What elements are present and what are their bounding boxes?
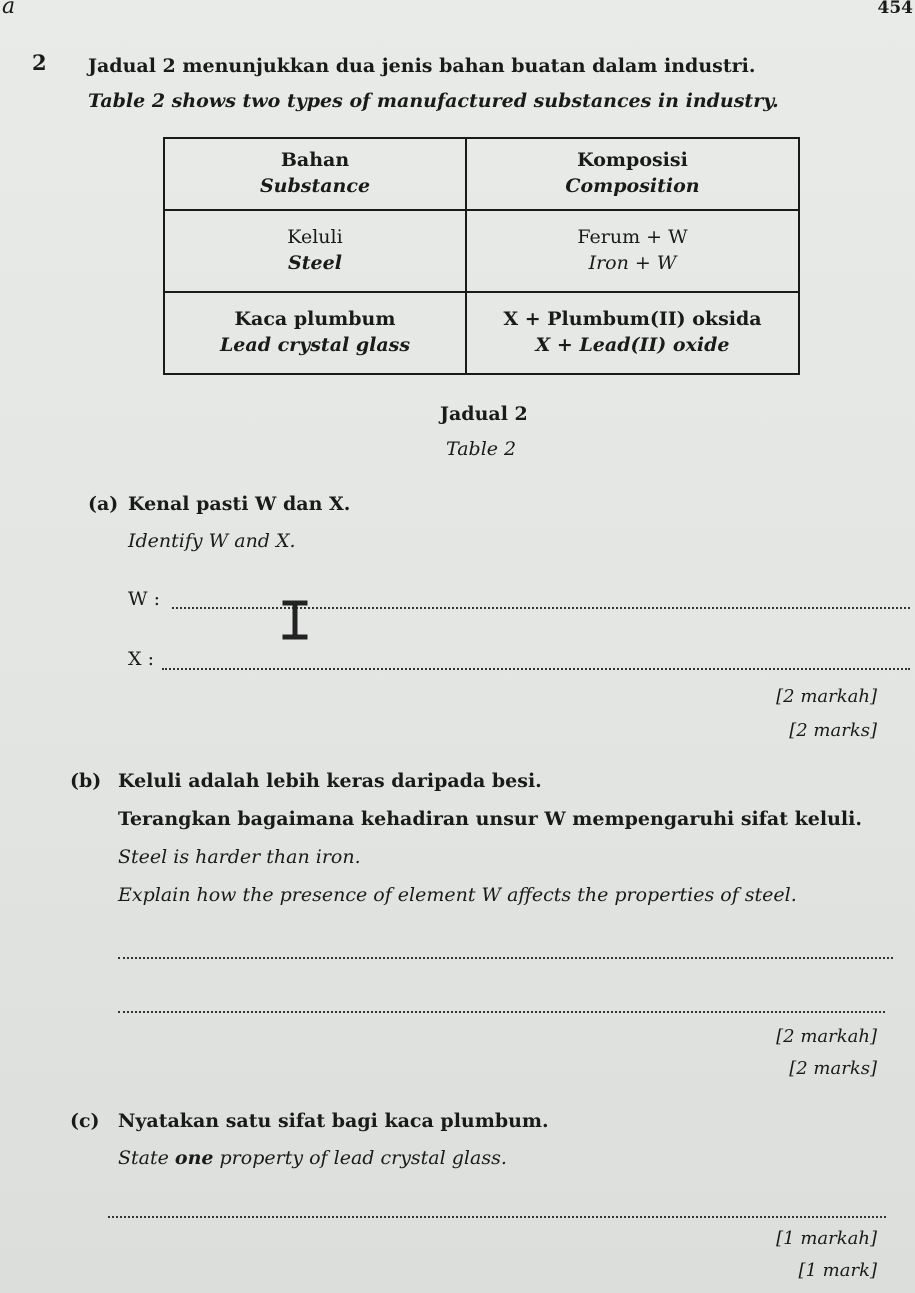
header-composition <box>466 138 799 210</box>
part-c-label: (c) <box>70 1110 100 1132</box>
part-c-text-english: State one property of lead crystal glass. <box>118 1147 507 1169</box>
part-b-line1-malay: Keluli adalah lebih keras daripada besi. <box>118 770 542 792</box>
text-cursor-icon <box>282 600 308 640</box>
substances-table <box>163 137 800 375</box>
part-a-text-english: Identify W and X. <box>128 530 296 552</box>
row-glass-composition <box>466 292 799 374</box>
steel-composition-english: Iron + W <box>588 252 677 274</box>
glass-name-malay: Kaca plumbum <box>234 308 396 331</box>
question-intro-malay: Jadual 2 menunjukkan dua jenis bahan buatan dalam industri. <box>88 55 756 77</box>
part-b-answer-line-2[interactable] <box>118 1011 885 1013</box>
glass-name-english: Lead crystal glass <box>219 334 411 356</box>
header-substance-english: Substance <box>259 175 371 197</box>
table-header-row <box>164 138 799 210</box>
table-caption-malay: Jadual 2 <box>440 403 528 425</box>
part-b-label: (b) <box>70 770 102 792</box>
part-a-marks-malay: [2 markah] <box>776 686 877 707</box>
part-b-marks-malay: [2 markah] <box>776 1026 877 1047</box>
question-number: 2 <box>32 50 47 75</box>
w-answer-label: W : <box>128 588 160 610</box>
x-answer-line[interactable] <box>162 668 910 670</box>
glass-composition-malay: X + Plumbum(II) oksida <box>503 308 762 331</box>
part-c-marks-malay: [1 markah] <box>776 1228 877 1249</box>
header-composition-english: Composition <box>565 175 700 197</box>
part-c-text-malay: Nyatakan satu sifat bagi kaca plumbum. <box>118 1110 549 1132</box>
x-answer-label: X : <box>128 648 154 670</box>
part-a-text-malay: Kenal pasti W dan X. <box>128 493 351 515</box>
part-b-line1-english: Steel is harder than iron. <box>118 846 361 868</box>
part-a-marks-english: [2 marks] <box>789 720 877 741</box>
part-b-answer-line-1[interactable] <box>118 957 893 959</box>
glass-composition-english: X + Lead(II) oxide <box>535 334 730 356</box>
page-corner-letter: a <box>2 0 16 19</box>
header-substance-malay: Bahan <box>280 149 350 172</box>
row-glass-name <box>164 292 466 374</box>
page-number: 454 <box>877 0 913 18</box>
header-substance <box>164 138 466 210</box>
part-b-marks-english: [2 marks] <box>789 1058 877 1079</box>
table-row <box>164 292 799 374</box>
part-a-label: (a) <box>88 493 119 515</box>
part-b-line2-english: Explain how the presence of element W affects the properties of steel. <box>118 884 797 906</box>
steel-name-malay: Keluli <box>287 226 343 249</box>
steel-name-english: Steel <box>288 252 342 274</box>
question-intro-english: Table 2 shows two types of manufactured substances in industry. <box>88 90 779 112</box>
table-row <box>164 210 799 292</box>
table-caption-english: Table 2 <box>446 438 517 460</box>
header-composition-malay: Komposisi <box>577 149 688 172</box>
part-c-answer-line[interactable] <box>108 1216 886 1218</box>
steel-composition-malay: Ferum + W <box>577 226 688 249</box>
row-steel-composition <box>466 210 799 292</box>
row-steel-name <box>164 210 466 292</box>
part-c-marks-english: [1 mark] <box>798 1260 877 1281</box>
part-b-line2-malay: Terangkan bagaimana kehadiran unsur W mempengaruhi sifat keluli. <box>118 808 862 830</box>
